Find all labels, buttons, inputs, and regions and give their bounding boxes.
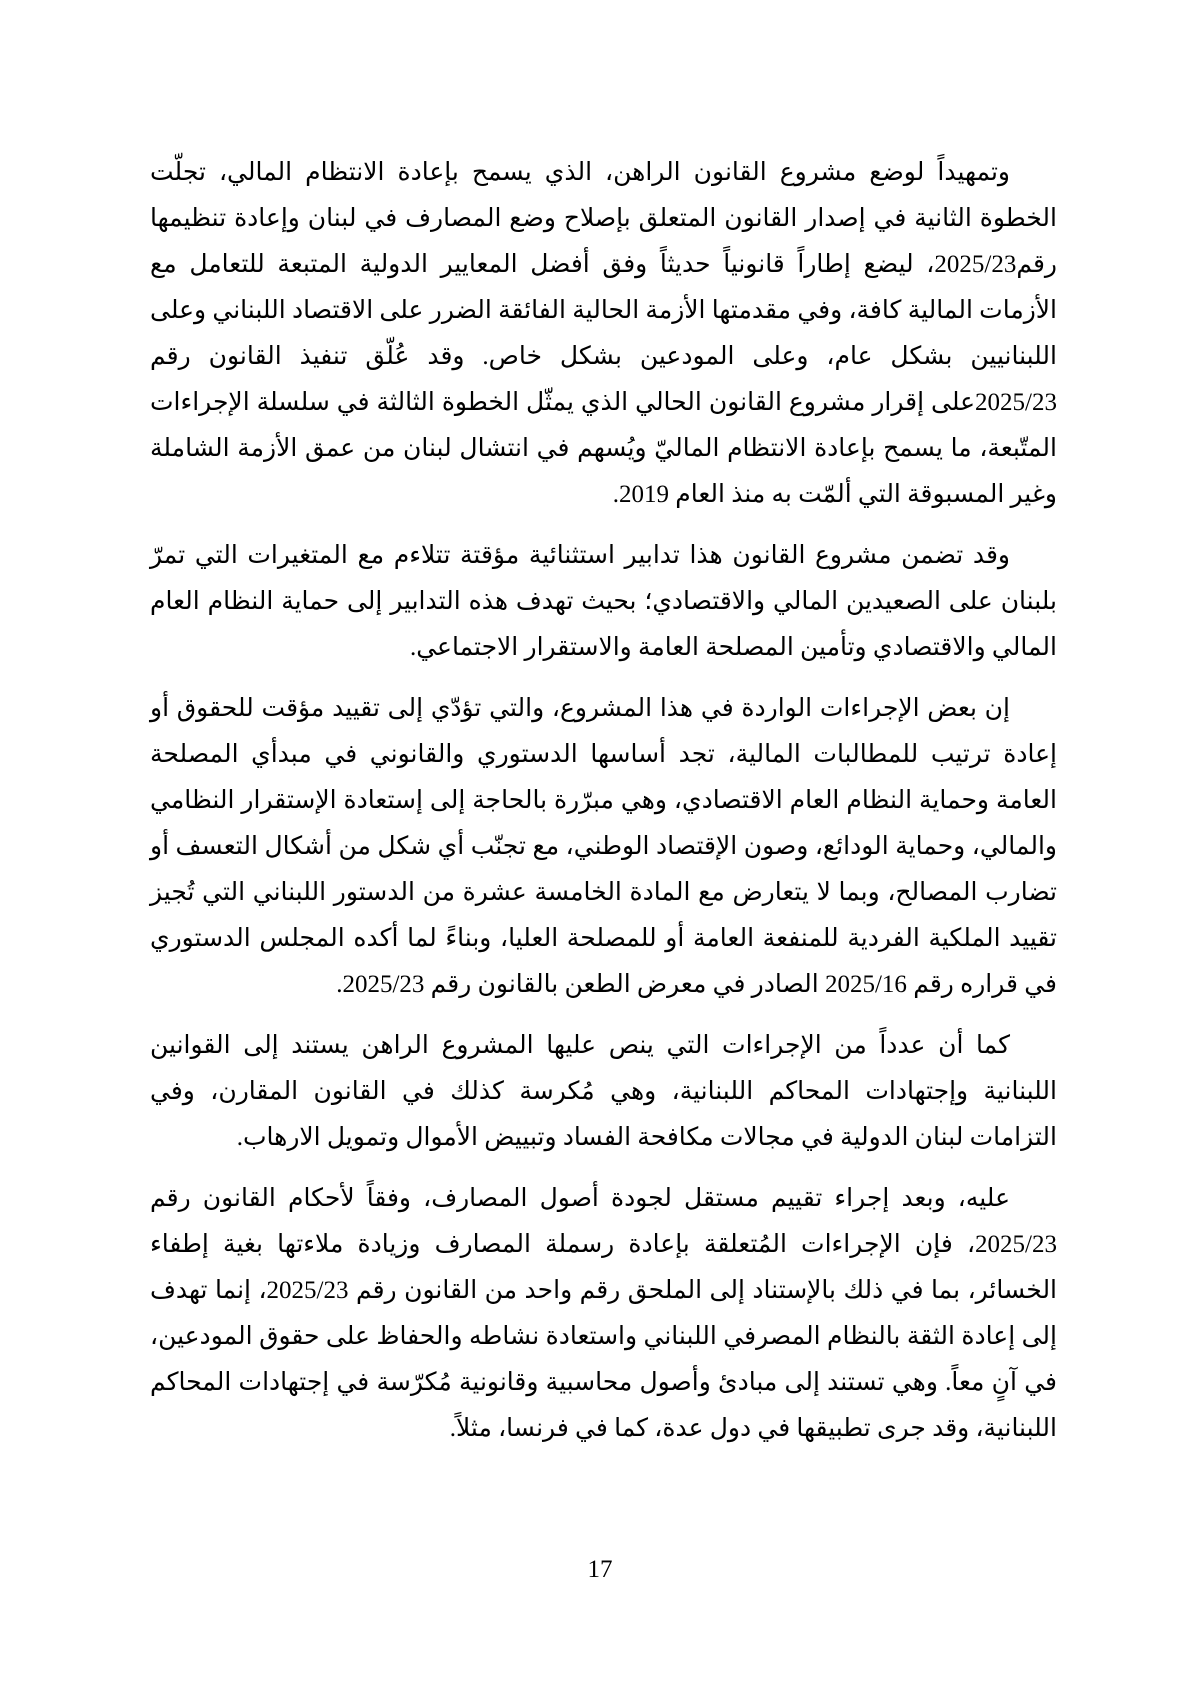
paragraph-4: كما أن عدداً من الإجراءات التي ينص عليها المشروع الراهن يستند إلى القوانين اللبنانية وإجتهادات المحاكم اللبنانية، وهي مُكرسة كذلك في القانون المقارن، وفي التزامات لبنان الدولية في مجالات مكافحة الفساد وتبييض الأموال وتمويل الارهاب. [150,1032,1057,1151]
page-number: 17 [587,1556,613,1583]
document-body [150,150,1057,1452]
paragraph-3: إن بعض الإجراءات الواردة في هذا المشروع، والتي تؤدّي إلى تقييد مؤقت للحقوق أو إعادة ترتيب للمطالبات المالية، تجد أساسها الدستوري والقانوني في مبدأي المصلحة العامة وحماية النظام العام الاقتصادي، وهي مبرّرة بالحاجة إلى إستعادة الإستقرار النظامي والمالي، وحماية الودائع، وصون الإقتصاد الوطني، مع تجنّب أي شكل من أشكال التعسف أو تضارب المصالح، وبما لا يتعارض مع المادة الخامسة عشرة من الدستور اللبناني التي تُجيز تقييد الملكية الفردية للمنفعة العامة أو للمصلحة العليا، وبناءً لما أكده المجلس الدستوري في قراره رقم 2025/16 الصادر في معرض الطعن بالقانون رقم 2025/23. [150,695,1057,998]
paragraph-5: عليه، وبعد إجراء تقييم مستقل لجودة أصول المصارف، وفقاً لأحكام القانون رقم 2025/23، فإن الإجراءات المُتعلقة بإعادة رسملة المصارف وزيادة ملاءتها بغية إطفاء الخسائر، بما في ذلك بالإستناد إلى الملحق رقم واحد من القانون رقم 2025/23، إنما تهدف إلى إعادة الثقة بالنظام المصرفي اللبناني واستعادة نشاطه والحفاظ على حقوق المودعين، في آنٍ معاً. وهي تستند إلى مبادئ وأصول محاسبية وقانونية مُكرّسة في إجتهادات المحاكم اللبنانية، وقد جرى تطبيقها في دول عدة، كما في فرنسا، مثلاً. [150,1185,1058,1442]
paragraph-2: وقد تضمن مشروع القانون هذا تدابير استثنائية مؤقتة تتلاءم مع المتغيرات التي تمرّ بلبنان على الصعيدين المالي والاقتصادي؛ بحيث تهدف هذه التدابير إلى حماية النظام العام المالي والاقتصادي وتأمين المصلحة العامة والاستقرار الاجتماعي. [150,542,1057,661]
paragraph-1: وتمهيداً لوضع مشروع القانون الراهن، الذي يسمح بإعادة الانتظام المالي، تجلّت الخطوة الثانية في إصدار القانون المتعلق بإصلاح وضع المصارف في لبنان وإعادة تنظيمها رقم2025/23، ليضع إطاراً قانونياً حديثاً وفق أفضل المعايير الدولية المتبعة للتعامل مع الأزمات المالية كافة، وفي مقدمتها الأزمة الحالية الفائقة الضرر على الاقتصاد اللبناني وعلى اللبنانيين بشكل عام، وعلى المودعين بشكل خاص. وقد عُلّق تنفيذ القانون رقم 2025/23على إقرار مشروع القانون الحالي الذي يمثّل الخطوة الثالثة في سلسلة الإجراءات المتّبعة، ما يسمح بإعادة الانتظام الماليّ ويُسهم في انتشال لبنان من عمق الأزمة الشاملة وغير المسبوقة التي ألمّت به منذ العام 2019. [150,159,1057,508]
